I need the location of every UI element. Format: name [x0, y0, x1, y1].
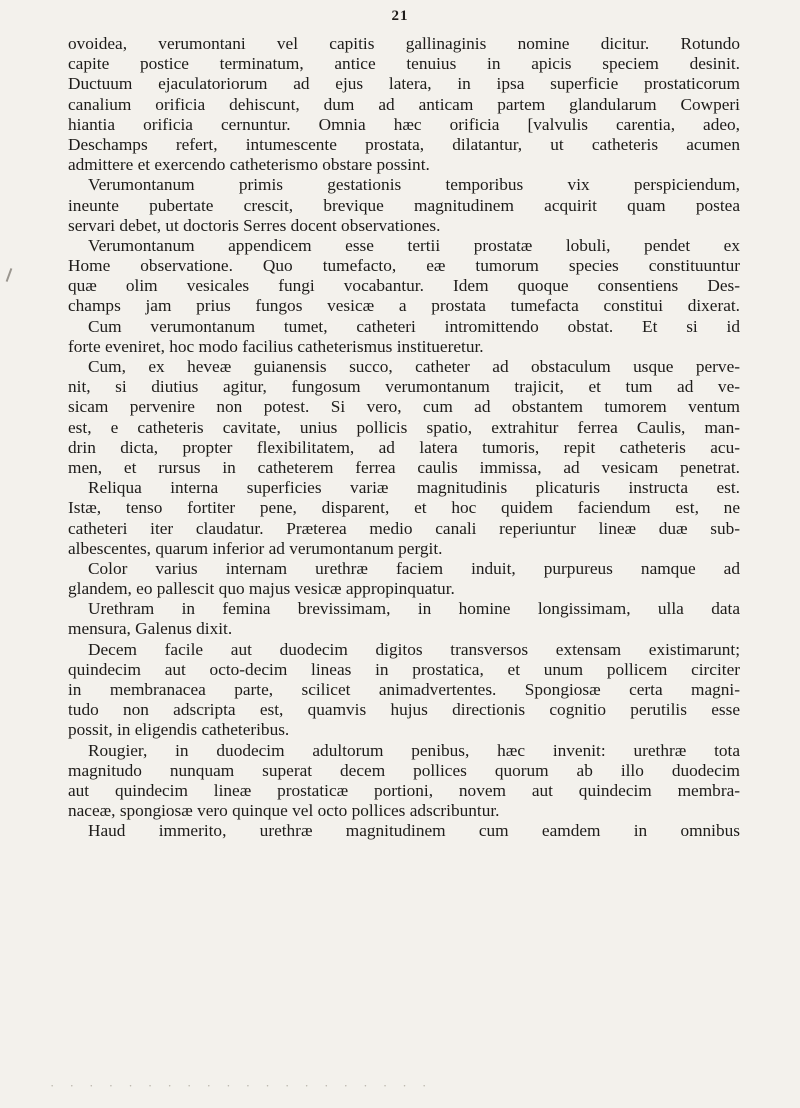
- text-line: albescentes, quarum inferior ad verumontanum pergit.: [68, 538, 443, 558]
- page-number: 21: [391, 8, 409, 24]
- text-line: glandem, eo pallescit quo majus vesicæ appropinquatur.: [68, 579, 455, 599]
- text-line: catheteri iter claudatur. Præterea medio canali reperiuntur lineæ duæ sub-: [68, 518, 740, 538]
- text-line: Color varius internam urethræ faciem induit, purpureus namque ad: [88, 558, 740, 578]
- text-line: mensura, Galenus dixit.: [68, 619, 233, 639]
- text-line: sicam pervenire non potest. Si vero, cum ad obstantem tumorem ventum: [68, 397, 740, 417]
- text-line: in membranacea parte, scilicet animadvertentes. Spongiosæ certa magni-: [68, 680, 740, 699]
- text-line: Verumontanum appendicem esse tertii prostatæ lobuli, pendet ex: [88, 235, 740, 255]
- text-line: servari debet, ut doctoris Serres docent observationes.: [68, 215, 441, 235]
- text-line: est, e catheteris cavitate, unius pollicis spatio, extrahitur ferrea Caulis, man-: [68, 417, 740, 437]
- text-line: canalium orificia dehiscunt, dum ad anticam partem glandularum Cowperi: [68, 94, 740, 114]
- text-line: Urethram in femina brevissimam, in homine longissimam, ulla data: [88, 599, 740, 619]
- text-line: ovoidea, verumontani vel capitis gallinaginis nomine dicitur. Rotundo: [68, 34, 740, 53]
- text-line: Deschamps refert, intumescente prostata, dilatantur, ut catheteris acumen: [68, 134, 740, 154]
- text-line: Haud immerito, urethræ magnitudinem cum eamdem in omnibus: [88, 821, 740, 841]
- text-line: champs jam prius fungos vesicæ a prostata tumefacta constitui dixerat.: [68, 296, 740, 316]
- text-line: ineunte pubertate crescit, brevique magnitudinem acquirit quam postea: [68, 195, 740, 215]
- text-line: Ductuum ejaculatoriorum ad ejus latera, in ipsa superficie prostaticorum: [68, 74, 740, 94]
- text-line: Home observatione. Quo tumefacto, eæ tumorum species constituuntur: [68, 256, 740, 276]
- text-line: Istæ, tenso fortiter pene, disparent, et hoc quidem faciendum est, ne: [68, 498, 740, 518]
- text-line: aut quindecim lineæ prostaticæ portioni, novem aut quindecim membra-: [68, 780, 740, 800]
- text-line: naceæ, spongiosæ vero quinque vel octo pollices adscribuntur.: [68, 801, 500, 821]
- text-line: Rougier, in duodecim adultorum penibus, hæc invenit: urethræ tota: [88, 740, 740, 760]
- text-line: possit, in eligendis catheteribus.: [68, 720, 290, 740]
- text-line: Cum, ex heveæ guianensis succo, catheter ad obstaculum usque perve-: [88, 357, 740, 376]
- text-line: admittere et exercendo catheterismo obstare possint.: [68, 155, 430, 175]
- text-line: Cum verumontanum tumet, catheteri intromittendo obstat. Et si id: [88, 316, 740, 336]
- text-line: men, et rursus in catheterem ferrea caulis immissa, ad vesicam penetrat.: [68, 457, 740, 477]
- text-line: nit, si diutius agitur, fungosum verumontanum trajicit, et tum ad ve-: [68, 377, 740, 397]
- text-line: capite postice terminatum, antice tenuius in apicis speciem desinit.: [68, 54, 740, 74]
- text-line: hiantia orificia cernuntur. Omnia hæc orificia [valvulis carentia, adeo,: [68, 114, 740, 134]
- text-line: tudo non adscripta est, quamvis hujus directionis cognitio perutilis esse: [68, 700, 740, 720]
- bleed-through-smudge: · · · · · · · · · · · · · · · · · · · ·: [50, 1078, 433, 1092]
- text-line: Verumontanum primis gestationis temporibus vix perspiciendum,: [88, 175, 740, 195]
- text-line: Reliqua interna superficies variæ magnitudinis plicaturis instructa est.: [88, 478, 740, 498]
- text-line: Decem facile aut duodecim digitos transversos extensam existimarunt;: [88, 639, 740, 659]
- text-line: drin dicta, propter flexibilitatem, ad latera tumoris, repit catheteris acu-: [68, 437, 740, 457]
- text-line: quæ olim vesicales fungi vocabantur. Idem quoque consentiens Des-: [68, 276, 740, 296]
- text-line: quindecim aut octo-decim lineas in prostatica, et unum pollicem circiter: [68, 659, 740, 679]
- margin-mark: [6, 268, 13, 282]
- text-line: magnitudo nunquam superat decem pollices quorum ab illo duodecim: [68, 760, 740, 780]
- body-text: [68, 34, 740, 842]
- text-line: forte eveniret, hoc modo facilius catheterismus institueretur.: [68, 336, 484, 356]
